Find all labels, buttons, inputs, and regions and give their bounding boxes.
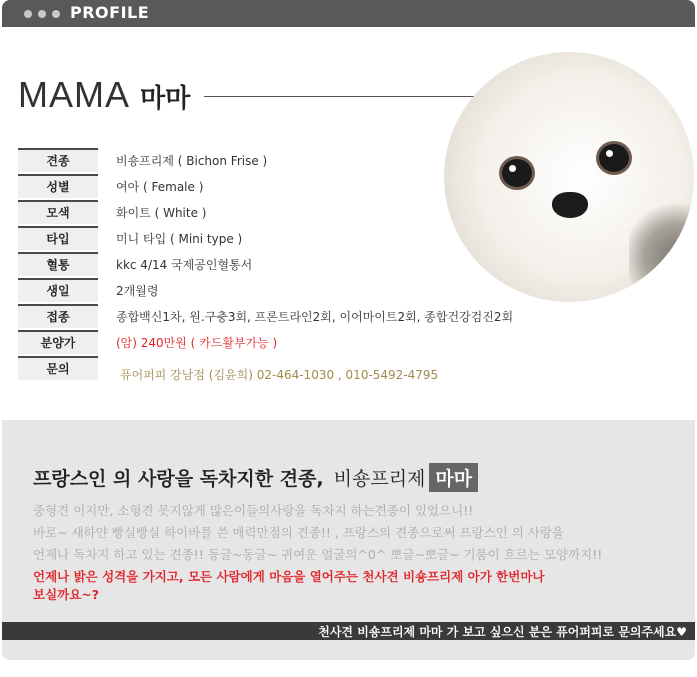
info-label: 생일 bbox=[18, 278, 98, 302]
price-value: (암) 240만원 ( 카드활부가능 ) bbox=[116, 336, 278, 350]
info-value: 2개월령 bbox=[116, 284, 159, 298]
name-divider bbox=[204, 96, 474, 97]
info-label: 분양가 bbox=[18, 330, 98, 354]
info-row-birthday bbox=[0, 278, 600, 304]
promo-headline-breed: 비숑프리제 bbox=[333, 468, 426, 490]
info-label: 문의 bbox=[18, 356, 98, 380]
window-dots bbox=[24, 10, 60, 18]
info-row-color bbox=[0, 200, 600, 226]
info-label: 타입 bbox=[18, 226, 98, 250]
info-row-pedigree bbox=[0, 252, 600, 278]
dot-icon bbox=[24, 10, 32, 18]
info-value: 화이트 ( White ) bbox=[116, 206, 207, 220]
info-value: 미니 타입 ( Mini type ) bbox=[116, 232, 243, 246]
dog-name-english: MAMA bbox=[18, 74, 130, 115]
promo-headline-bold: 프랑스인 의 사랑을 독차지한 견종, bbox=[33, 468, 324, 490]
promo-line: 언제나 독차지 하고 있는 견종!! 동글~동글~ 귀여운 얼굴의^0^ 뽀글~뽀글~ 기품이 흐르는 모양까지!! bbox=[33, 547, 603, 562]
promo-highlight-line: 언제나 밝은 성격을 가지고, 모든 사람에게 마음을 열어주는 천사견 비숑프리제 아가 한번마나 bbox=[33, 569, 545, 584]
promo-headline-name-badge: 마마 bbox=[429, 463, 478, 492]
info-row-price bbox=[0, 330, 600, 356]
info-label: 견종 bbox=[18, 148, 98, 172]
eye-icon bbox=[599, 144, 629, 172]
promo-highlight-line: 보실까요~? bbox=[33, 587, 100, 602]
header-title: PROFILE bbox=[70, 3, 150, 22]
info-value: kkc 4/14 국제공인혈통서 bbox=[116, 258, 253, 272]
profile-header-bar bbox=[2, 0, 695, 27]
promo-headline bbox=[33, 463, 478, 492]
info-row-breed bbox=[0, 148, 600, 174]
info-row-sex bbox=[0, 174, 600, 200]
info-row-contact bbox=[0, 356, 600, 382]
info-value: 종합백신1차, 원.구충3회, 프론트라인2회, 이어마이트2회, 종합건강검진2회 bbox=[116, 310, 514, 324]
info-row-vaccination bbox=[0, 304, 600, 330]
info-label: 접종 bbox=[18, 304, 98, 328]
info-label: 모색 bbox=[18, 200, 98, 224]
dot-icon bbox=[38, 10, 46, 18]
promo-line: 바로~ 새하얀 빵실빵실 하이바를 쓴 매력만점의 견종!! , 프랑스의 견종으로써 프랑스인 의 사랑을 bbox=[33, 525, 565, 540]
dog-name-korean: 마마 bbox=[140, 84, 191, 114]
footer-bar bbox=[2, 622, 695, 640]
info-value: 비숑프리제 ( Bichon Frise ) bbox=[116, 154, 268, 168]
dot-icon bbox=[52, 10, 60, 18]
footer-text: 천사견 비숑프리제 마마 가 보고 싶으신 분은 퓨어퍼피로 문의주세요♥ bbox=[318, 625, 687, 639]
promo-line: 중형견 이지만, 소형견 못지않게 많은이들의사랑을 독차지 하는견종이 있었으니!! bbox=[33, 503, 474, 518]
contact-value: 퓨어퍼피 강남점 (김윤희) 02-464-1030 , 010-5492-4795 bbox=[120, 368, 439, 382]
dog-name bbox=[18, 74, 190, 116]
info-row-type bbox=[0, 226, 600, 252]
info-value: 여아 ( Female ) bbox=[116, 180, 204, 194]
info-label: 성별 bbox=[18, 174, 98, 198]
info-label: 혈통 bbox=[18, 252, 98, 276]
